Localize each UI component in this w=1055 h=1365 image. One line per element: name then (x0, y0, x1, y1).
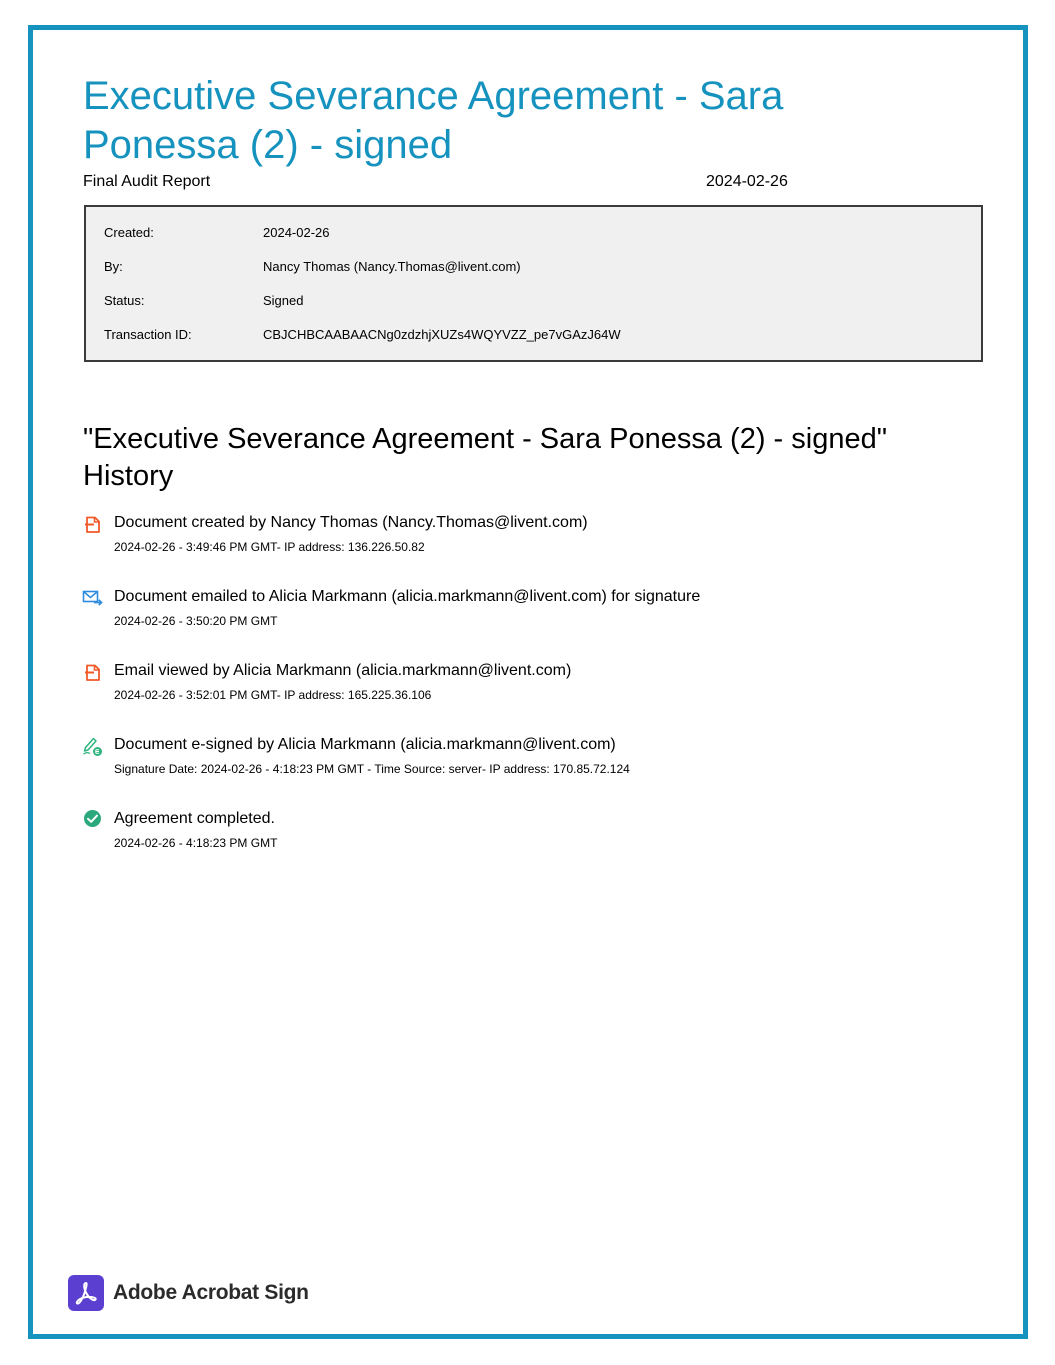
history-event-esigned (80, 735, 980, 781)
acrobat-logo-icon (68, 1275, 104, 1311)
history-event-created (80, 513, 980, 559)
report-label: Final Audit Report (83, 173, 211, 190)
report-date: 2024-02-26 (706, 173, 788, 190)
event-text: Document e-signed by Alicia Markmann (alicia.markmann@livent.com) (114, 736, 616, 753)
event-detail: 2024-02-26 - 3:52:01 PM GMT- IP address: 165.225.36.106 (114, 688, 432, 702)
event-detail: 2024-02-26 - 4:18:23 PM GMT (114, 836, 278, 850)
event-text: Document created by Nancy Thomas (Nancy.Thomas@livent.com) (114, 514, 588, 531)
history-title: "Executive Severance Agreement - Sara Ponessa (2) - signed" History (83, 423, 887, 492)
event-text: Email viewed by Alicia Markmann (alicia.markmann@livent.com) (114, 662, 572, 679)
transaction-value: CBJCHBCAABAACNg0zdzhjXUZs4WQYVZZ_pe7vGAzJ64W (263, 327, 621, 342)
created-value: 2024-02-26 (263, 225, 330, 240)
created-label: Created: (104, 225, 154, 240)
event-text: Agreement completed. (114, 810, 275, 827)
by-label: By: (104, 259, 123, 274)
transaction-label: Transaction ID: (104, 327, 192, 342)
history-event-emailed (80, 587, 980, 633)
status-label: Status: (104, 293, 145, 308)
document-icon (82, 514, 103, 535)
adobe-acrobat-sign-brand (68, 1275, 328, 1311)
document-icon (82, 662, 103, 683)
by-value: Nancy Thomas (Nancy.Thomas@livent.com) (263, 259, 521, 274)
event-detail: Signature Date: 2024-02-26 - 4:18:23 PM GMT - Time Source: server- IP address: 170.85.72.124 (114, 762, 630, 776)
event-detail: 2024-02-26 - 3:50:20 PM GMT (114, 614, 278, 628)
esign-pen-icon (82, 736, 103, 757)
event-detail: 2024-02-26 - 3:49:46 PM GMT- IP address: 136.226.50.82 (114, 540, 425, 554)
document-title: Executive Severance Agreement - Sara Ponessa (2) - signed (83, 74, 784, 167)
history-event-completed (80, 809, 980, 855)
brand-name: Adobe Acrobat Sign (113, 1281, 309, 1304)
history-event-viewed (80, 661, 980, 707)
summary-box (84, 205, 983, 362)
check-circle-icon (82, 810, 103, 831)
email-sent-icon (82, 588, 103, 609)
status-value: Signed (263, 293, 304, 308)
event-text: Document emailed to Alicia Markmann (alicia.markmann@livent.com) for signature (114, 588, 701, 605)
